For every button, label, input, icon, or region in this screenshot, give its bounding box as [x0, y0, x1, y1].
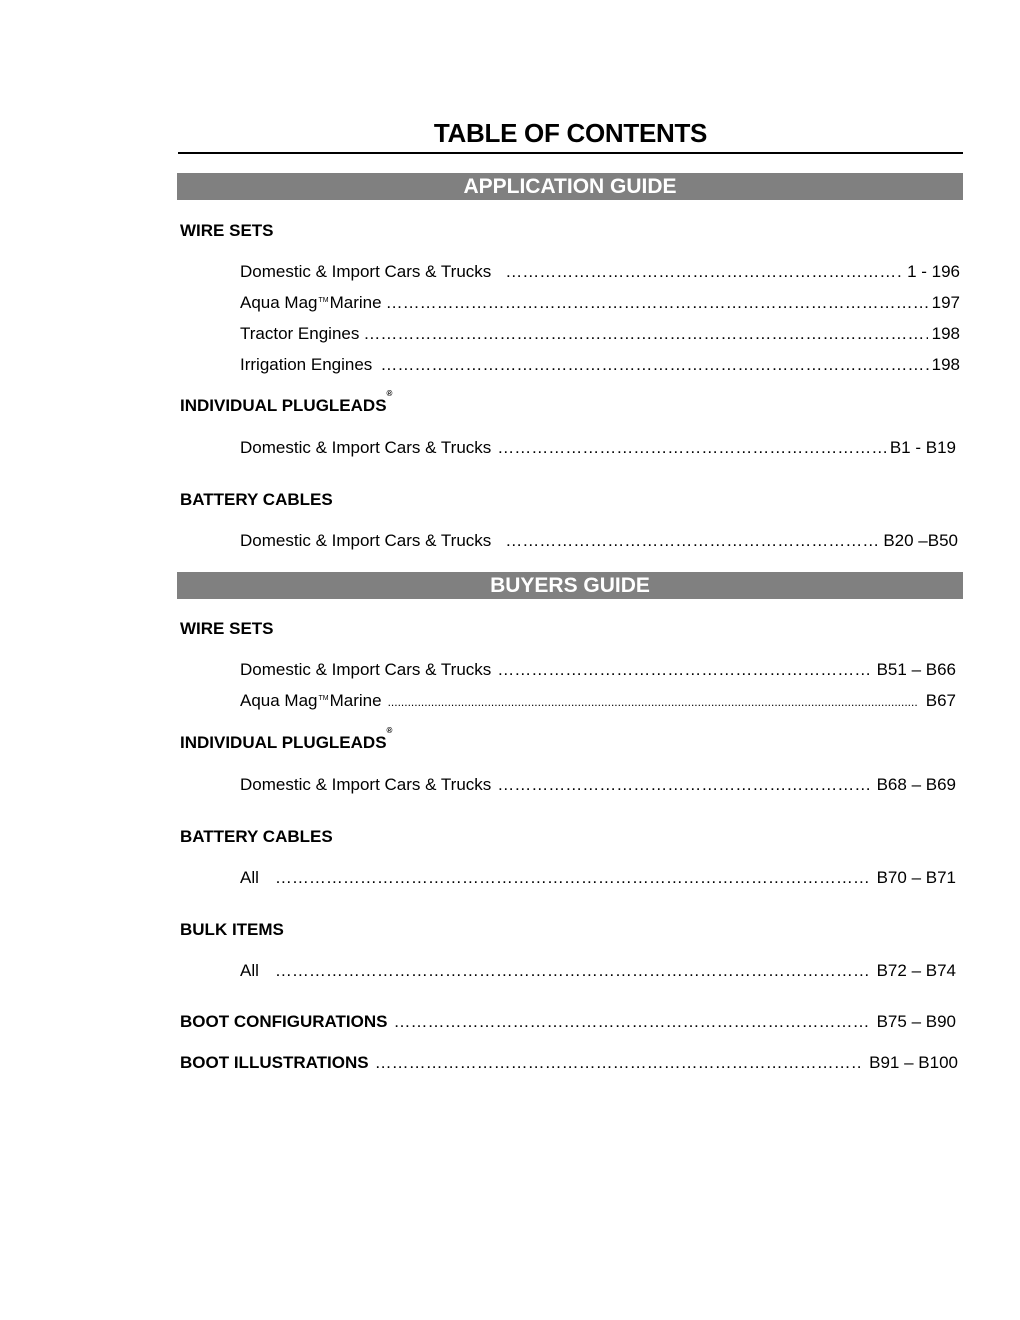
trademark-mark: TM	[318, 695, 329, 702]
dot-leader	[497, 438, 888, 458]
dot-leader	[275, 961, 869, 981]
entry-label: Domestic & Import Cars & Trucks	[240, 775, 492, 794]
buy-wire-sets-heading: WIRE SETS	[180, 619, 274, 638]
entry-pages: B20 –B50	[883, 531, 958, 550]
app-battery-cables-entry-domestic[interactable]	[240, 531, 958, 551]
buy-battery-cables-entry-all[interactable]	[240, 868, 956, 888]
app-plugleads-heading: INDIVIDUAL PLUGLEADS ®	[180, 389, 393, 415]
dot-leader	[505, 262, 903, 282]
dot-leader	[386, 293, 928, 313]
dot-leader	[497, 660, 872, 680]
trademark-mark: TM	[318, 297, 329, 304]
boot-illustrations-label: BOOT ILLUSTRATIONS	[180, 1053, 369, 1072]
entry-pages: B75 – B90	[876, 1012, 956, 1031]
entry-pages: 197	[931, 293, 960, 312]
entry-label: Domestic & Import Cars & Trucks	[240, 660, 492, 679]
page-title: TABLE OF CONTENTS	[433, 118, 708, 148]
entry-pages: B91 – B100	[869, 1053, 958, 1072]
entry-pages: B68 – B69	[876, 775, 956, 794]
dot-leader	[375, 1053, 862, 1073]
dot-leader	[388, 691, 918, 712]
entry-label: Aqua Mag™Marine	[240, 691, 382, 710]
entry-pages: B70 – B71	[876, 868, 956, 887]
app-plugleads-entry-domestic[interactable]	[240, 438, 956, 458]
dot-leader	[497, 775, 872, 795]
entry-label: Domestic & Import Cars & Trucks	[240, 438, 492, 457]
dot-leader	[380, 355, 929, 375]
entry-pages: 198	[931, 324, 960, 343]
entry-pages: 1 - 196	[907, 262, 960, 281]
entry-pages: 198	[931, 355, 960, 374]
app-battery-cables-heading: BATTERY CABLES	[180, 490, 333, 509]
buy-boot-configurations-row[interactable]	[180, 1012, 956, 1032]
boot-configurations-label: BOOT CONFIGURATIONS	[180, 1012, 388, 1031]
entry-pages: B67	[925, 691, 956, 710]
entry-label: Irrigation Engines	[240, 355, 373, 374]
app-wire-sets-entry-tractor[interactable]	[240, 324, 960, 344]
dot-leader	[505, 531, 879, 551]
buy-wire-sets-entry-domestic[interactable]	[240, 660, 956, 680]
entry-label: All	[240, 961, 259, 980]
dot-leader	[363, 324, 927, 344]
buy-bulk-items-heading: BULK ITEMS	[180, 920, 284, 939]
entry-label: Domestic & Import Cars & Trucks	[240, 531, 492, 550]
entry-label: Aqua Mag™Marine	[240, 293, 382, 312]
app-wire-sets-entry-aqua-mag[interactable]	[240, 293, 960, 313]
entry-pages: B1 - B19	[889, 438, 956, 457]
buy-boot-illustrations-row[interactable]	[180, 1053, 958, 1073]
app-wire-sets-entry-irrigation[interactable]	[240, 355, 960, 375]
title-underline	[178, 152, 963, 154]
entry-label: Tractor Engines	[240, 324, 360, 343]
buy-battery-cables-heading: BATTERY CABLES	[180, 827, 333, 846]
entry-label: All	[240, 868, 259, 887]
buy-wire-sets-entry-aqua-mag[interactable]	[240, 691, 956, 711]
app-wire-sets-heading: WIRE SETS	[180, 221, 274, 240]
entry-pages: B51 – B66	[876, 660, 956, 679]
dot-leader	[393, 1012, 868, 1032]
buyers-guide-band: BUYERS GUIDE	[177, 572, 963, 599]
application-guide-band: APPLICATION GUIDE	[177, 173, 963, 200]
buy-plugleads-heading: INDIVIDUAL PLUGLEADS ®	[180, 726, 393, 752]
buy-bulk-items-entry-all[interactable]	[240, 961, 956, 981]
app-wire-sets-entry-domestic[interactable]	[240, 262, 960, 282]
entry-label: Domestic & Import Cars & Trucks	[240, 262, 492, 281]
buy-plugleads-entry-domestic[interactable]	[240, 775, 956, 795]
dot-leader	[275, 868, 869, 888]
entry-pages: B72 – B74	[876, 961, 956, 980]
